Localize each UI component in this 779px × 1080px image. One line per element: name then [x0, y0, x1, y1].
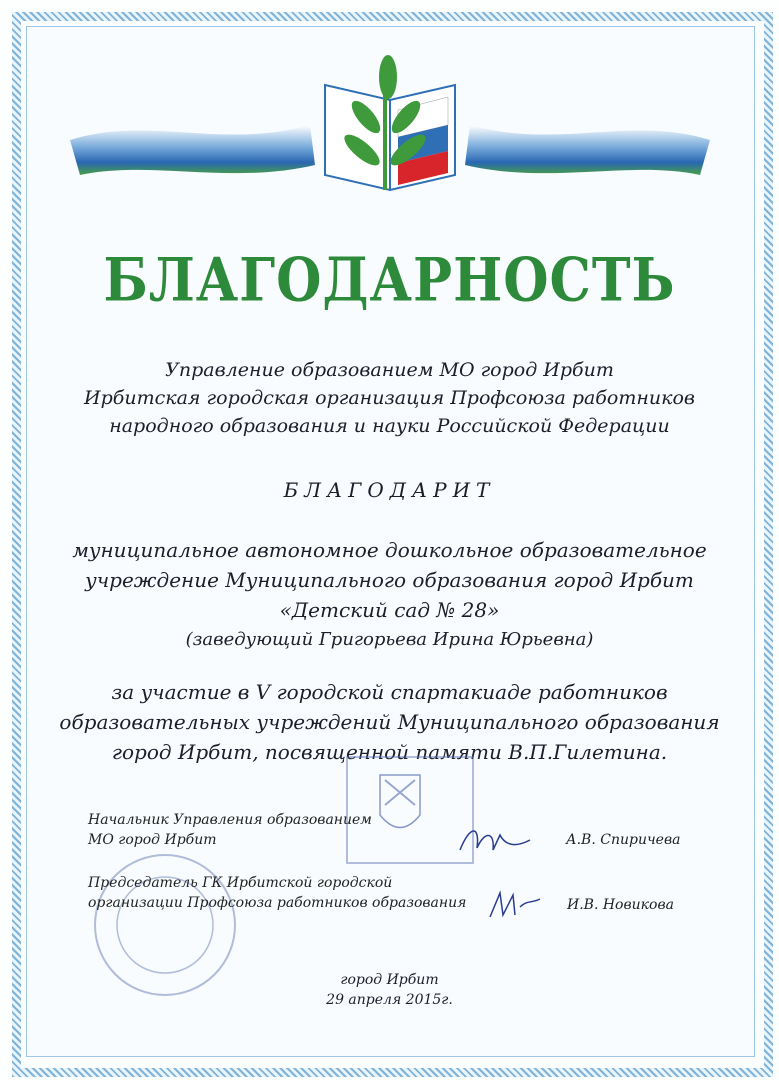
recipient-line: учреждение Муниципального образования город Ирбит [85, 568, 694, 592]
position-line: организации Профсоюза работников образования [88, 895, 467, 911]
place: город Ирбит [340, 972, 439, 988]
position-line: Начальник Управления образованием [88, 812, 372, 828]
organization-line: народного образования и науки Российской Федерации [109, 415, 670, 437]
position-line: Председатель ГК Ирбитской городской [88, 875, 393, 891]
place-date [0, 970, 779, 1010]
organization-line: Ирбитская городская организация Профсоюза работников [84, 387, 695, 409]
reason-line: город Ирбит, посвященной памяти В.П.Гилетина. [111, 740, 668, 764]
certificate-title: БЛАГОДАРНОСТЬ [103, 245, 676, 316]
signature-1-icon [455, 820, 535, 860]
signatory-1-name: А.В. Спиричева [566, 832, 681, 848]
signatory-2-position [88, 873, 466, 913]
reason-block [0, 677, 779, 767]
issuing-organizations [0, 356, 779, 440]
reason-line: образовательных учреждений Муниципального образования [59, 710, 720, 734]
recipient-head: (заведующий Григорьева Ирина Юрьевна) [185, 629, 594, 650]
position-line: МО город Ирбит [88, 832, 217, 848]
thanks-word: БЛАГОДАРИТ [283, 478, 496, 502]
signature-2-icon [485, 885, 545, 925]
union-emblem-logo [60, 55, 720, 205]
recipient-block [0, 535, 779, 655]
recipient-line: муниципальное автономное дошкольное образовательное [72, 538, 707, 562]
date: 29 апреля 2015г. [326, 992, 453, 1008]
signatory-1-position [88, 810, 372, 850]
signatory-2-name: И.В. Новикова [567, 897, 674, 913]
recipient-line: «Детский сад № 28» [279, 598, 500, 622]
organization-line: Управление образованием МО город Ирбит [165, 359, 614, 381]
reason-line: за участие в V городской спартакиаде работников [111, 680, 668, 704]
